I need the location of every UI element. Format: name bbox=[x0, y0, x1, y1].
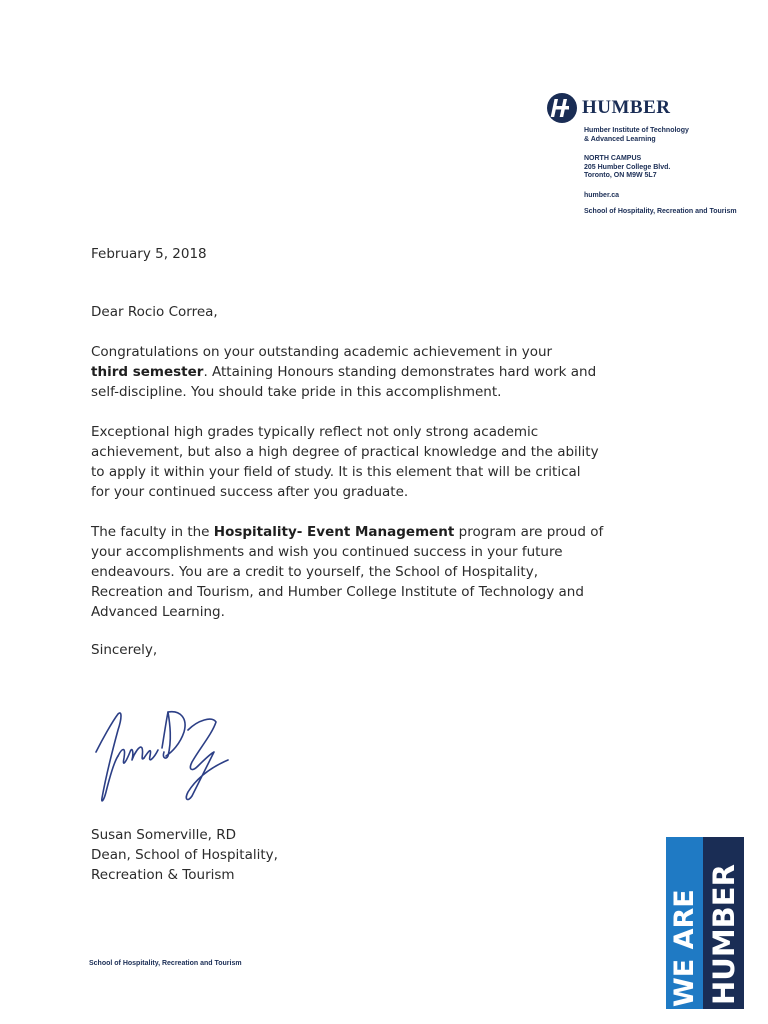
paragraph-2 bbox=[91, 422, 621, 502]
paragraph-1 bbox=[91, 342, 621, 402]
we-are-humber-badge bbox=[666, 837, 744, 1009]
website: humber.ca bbox=[584, 192, 620, 199]
logo-wordmark: HUMBER bbox=[582, 97, 671, 118]
paragraph-3-pre: The faculty in the bbox=[91, 524, 214, 540]
campus-address bbox=[584, 155, 670, 181]
paragraph-1-line-3: self-discipline. You should take pride in this accomplishment. bbox=[91, 384, 502, 400]
letterhead bbox=[546, 92, 761, 215]
paragraph-3-post: program are proud of bbox=[454, 524, 604, 540]
signer-title-line-2: Recreation & Tourism bbox=[91, 867, 235, 883]
campus-street: 205 Humber College Blvd. bbox=[584, 163, 671, 171]
paragraph-3-line: Advanced Learning. bbox=[91, 604, 225, 620]
signer-title-line-1: Dean, School of Hospitality, bbox=[91, 847, 278, 863]
program-name: Hospitality- Event Management bbox=[213, 524, 455, 540]
letterhead-school: School of Hospitality, Recreation and Tourism bbox=[584, 208, 737, 215]
humber-logo bbox=[546, 92, 761, 124]
institution-line2: & Advanced Learning bbox=[584, 135, 656, 143]
paragraph-3-line: your accomplishments and wish you continued success in your future bbox=[91, 544, 563, 560]
paragraph-3 bbox=[91, 522, 621, 622]
paragraph-3-line: Recreation and Tourism, and Humber College Institute of Technology and bbox=[91, 584, 584, 600]
paragraph-1-line-1: Congratulations on your outstanding academic achievement in your bbox=[91, 344, 553, 360]
footer-school: School of Hospitality, Recreation and Tourism bbox=[89, 960, 242, 967]
paragraph-2-line: Exceptional high grades typically reflect not only strong academic bbox=[91, 424, 539, 440]
paragraph-2-line: achievement, but also a high degree of practical knowledge and the ability bbox=[91, 444, 599, 460]
semester-emphasis: third semester bbox=[91, 364, 204, 380]
paragraph-2-line: to apply it within your field of study. It is this element that will be critical bbox=[91, 464, 581, 480]
signer-block bbox=[91, 825, 278, 885]
institution-name bbox=[584, 127, 689, 144]
campus-city: Toronto, ON M9W 5L7 bbox=[584, 172, 657, 179]
signer-name: Susan Somerville, RD bbox=[91, 827, 237, 843]
campus-name: NORTH CAMPUS bbox=[584, 155, 642, 162]
badge-line-1: WE ARE bbox=[669, 889, 700, 1007]
paragraph-1-line-2-rest: . Attaining Honours standing demonstrates hard work and bbox=[203, 364, 597, 380]
signature-image bbox=[88, 700, 238, 810]
paragraph-3-line: endeavours. You are a credit to yourself, the School of Hospitality, bbox=[91, 564, 539, 580]
paragraph-1-line-2 bbox=[91, 362, 621, 382]
closing: Sincerely, bbox=[91, 642, 158, 658]
paragraph-2-line: for your continued success after you graduate. bbox=[91, 484, 409, 500]
badge-line-2: HUMBER bbox=[707, 864, 741, 1005]
institution-line1: Humber Institute of Technology bbox=[584, 127, 689, 134]
humber-logo-icon bbox=[546, 92, 578, 124]
letter-date: February 5, 2018 bbox=[91, 246, 207, 262]
salutation: Dear Rocio Correa, bbox=[91, 304, 218, 320]
paragraph-3-line-1 bbox=[91, 522, 621, 542]
